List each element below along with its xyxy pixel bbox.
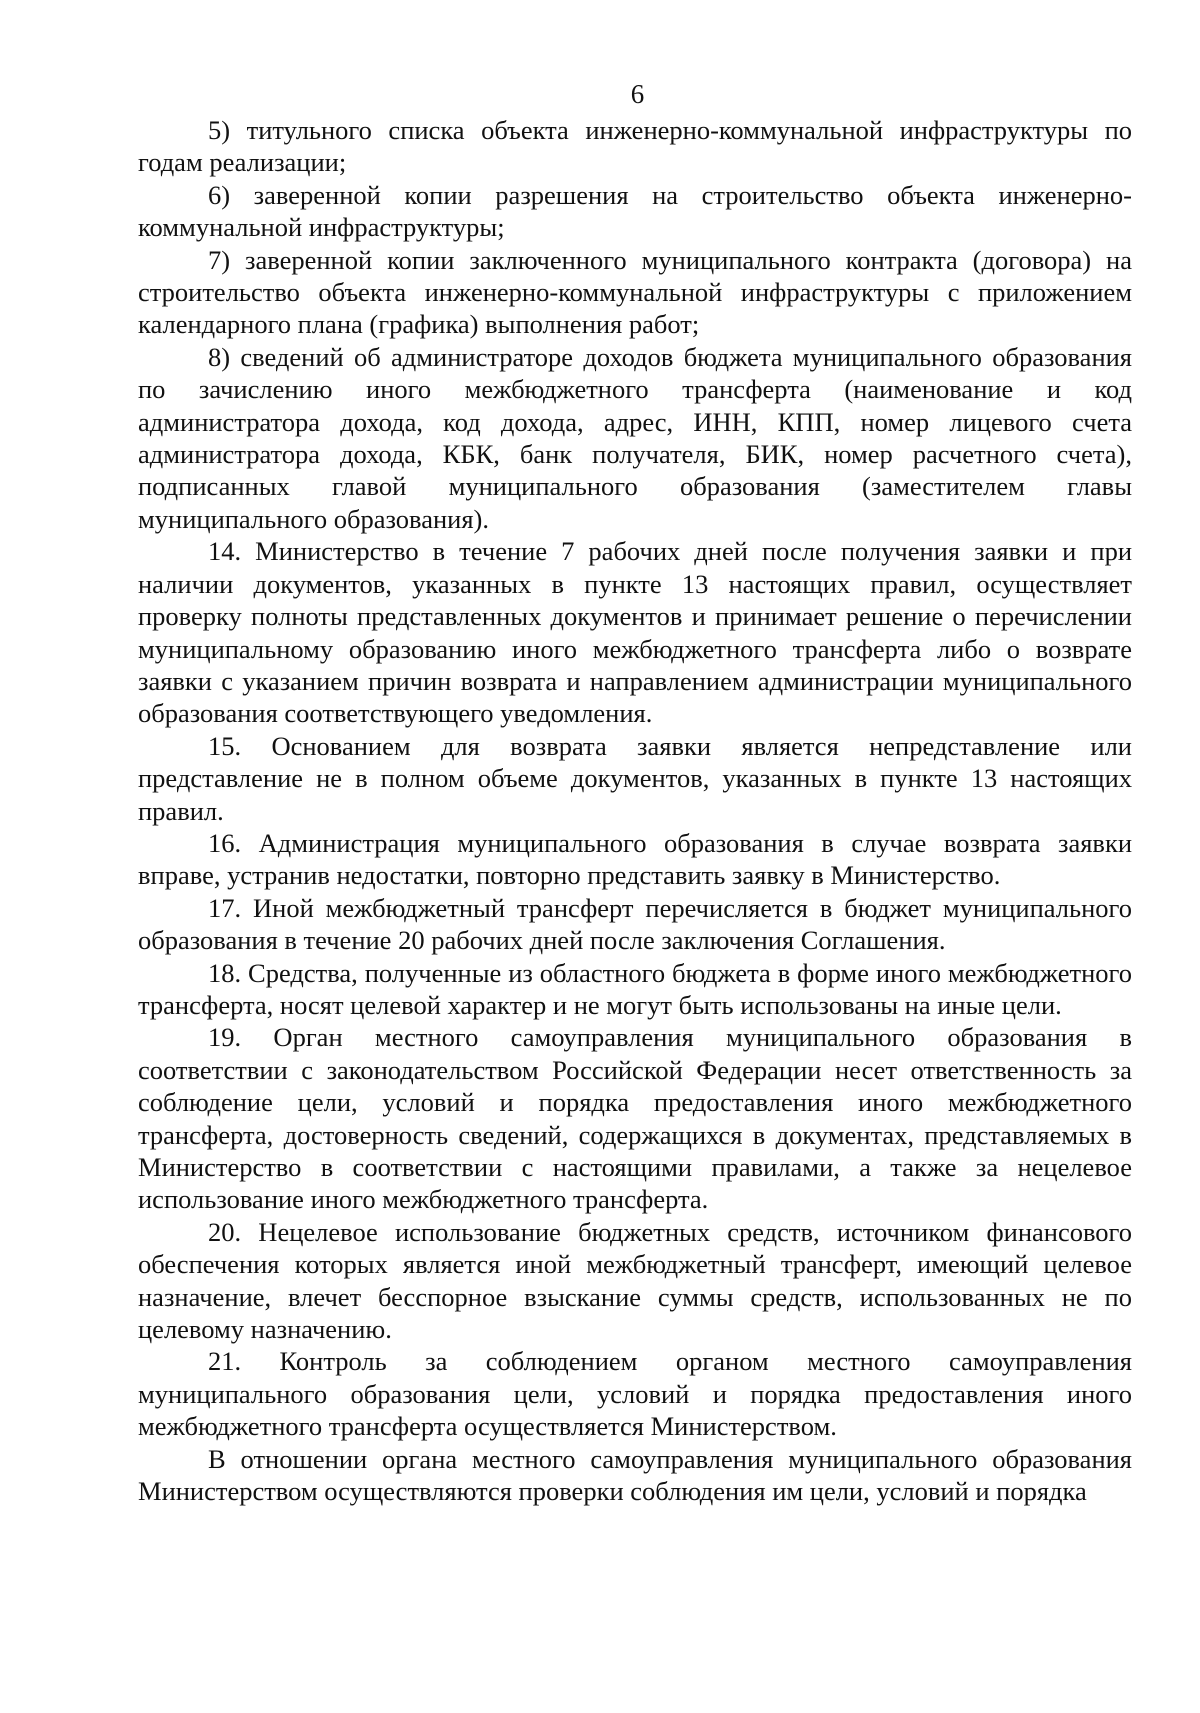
paragraph-clause-17: 17. Иной межбюджетный трансферт перечисляется в бюджет муниципального образования в течение 20 рабочих дней после заключения Соглашения. [138, 892, 1132, 956]
paragraph-clause-16: 16. Администрация муниципального образования в случае возврата заявки вправе, устранив недостатки, повторно представить заявку в Министерство. [138, 827, 1132, 891]
document-body [138, 114, 1132, 1507]
page-number: 6 [630, 79, 645, 109]
paragraph-clause-21: 21. Контроль за соблюдением органом местного самоуправления муниципального образования цели, условий и порядка предоставления иного межбюджетного трансферта осуществляется Министерством. [138, 1346, 1132, 1442]
paragraph-item-5: 5) титульного списка объекта инженерно-коммунальной инфраструктуры по годам реализации; [138, 115, 1132, 178]
paragraph-clause-15: 15. Основанием для возврата заявки является непредставление или представление не в полном объеме документов, указанных в пункте 13 настоящих правил. [138, 730, 1132, 826]
paragraph-clause-18: 18. Средства, полученные из областного бюджета в форме иного межбюджетного трансферта, носят целевой характер и не могут быть использованы на иные цели. [138, 957, 1132, 1020]
paragraph-clause-14: 14. Министерство в течение 7 рабочих дней после получения заявки и при наличии документов, указанных в пункте 13 настоящих правил, осуществляет проверку полноты представленных документов и принимает решение о перечислении муниципальному образованию иного межбюджетного трансферта либо о возврате заявки с указанием причин возврата и направлением администрации муниципального образования соответствующего уведомления. [138, 536, 1132, 729]
paragraph-clause-20: 20. Нецелевое использование бюджетных средств, источником финансового обеспечения которых является иной межбюджетный трансферт, имеющий целевое назначение, влечет бесспорное взыскание суммы средств, использованных не по целевому назначению. [138, 1216, 1132, 1345]
paragraph-item-8: 8) сведений об администраторе доходов бюджета муниципального образования по зачислению иного межбюджетного трансферта (наименование и код администратора дохода, код дохода, адрес, ИНН, КПП, номер лицевого счета администратора дохода, КБК, банк получателя, БИК, номер расчетного счета), подписанных главой муниципального образования (заместителем главы муниципального образования). [138, 341, 1132, 534]
paragraph-item-7: 7) заверенной копии заключенного муниципального контракта (договора) на строительство объекта инженерно-коммунальной инфраструктуры с приложением календарного плана (графика) выполнения работ; [138, 244, 1132, 340]
paragraph-continuation: В отношении органа местного самоуправления муниципального образования Министерством осуществляются проверки соблюдения им цели, условий и порядка [138, 1443, 1132, 1507]
paragraph-clause-19: 19. Орган местного самоуправления муниципального образования в соответствии с законодательством Российской Федерации несет ответственность за соблюдение цели, условий и порядка предоставления иного межбюджетного трансферта, достоверность сведений, содержащихся в документах, представляемых в Министерство в соответствии с настоящими правилами, а также за нецелевое использование иного межбюджетного трансферта. [138, 1022, 1132, 1215]
paragraph-item-6: 6) заверенной копии разрешения на строительство объекта инженерно-коммунальной инфраструктуры; [138, 179, 1132, 243]
